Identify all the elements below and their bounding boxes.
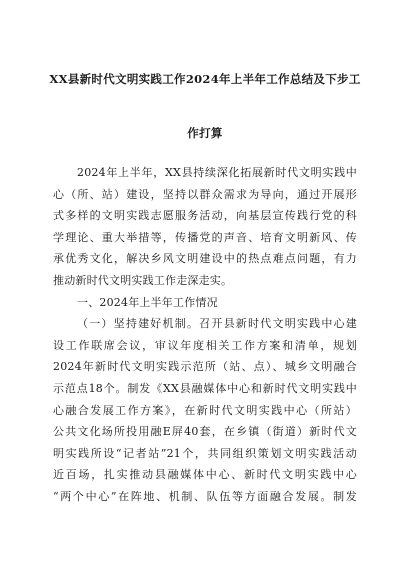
body-line: 示范点18个。制发《XX县融媒体中心和新时代文明实践中 xyxy=(53,381,357,395)
section-heading: 一、2024年上半年工作情况 xyxy=(77,295,218,309)
body-line: 心（所、站）建设，坚持以群众需求为导向，通过开展形 xyxy=(53,187,357,201)
body-line: 学理论、重大举措等，传播党的声音、培育文明新风、传 xyxy=(53,230,357,244)
body-line: 近百场，扎实推动县融媒体中心、新时代文明实践中心 xyxy=(53,468,357,482)
body-line: 心融合发展工作方案》，在新时代文明实践中心（所站） xyxy=(53,403,357,417)
body-line: 式多样的文明实践志愿服务活动，向基层宣传践行党的科 xyxy=(53,209,357,223)
body-line: 2024年新时代文明实践示范所（站、点）、城乡文明融合 xyxy=(53,360,357,374)
body-line: 公共文化场所投用融E屏40套，在乡镇（街道）新时代文 xyxy=(53,425,357,439)
body-line: “两个中心”在阵地、机制、队伍等方面融合发展。制发 xyxy=(53,489,357,503)
document-body xyxy=(53,162,357,508)
body-line: 承优秀文化，解决乡风文明建设中的热点难点问题，有力 xyxy=(53,252,357,266)
body-line: （一）坚持建好机制。召开县新时代文明实践中心建 xyxy=(77,317,357,331)
body-line: 明实践所设“记者站”21个，共同组织策划文明实践活动 xyxy=(53,446,357,460)
document-title-line-2: 作打算 xyxy=(187,126,223,140)
body-line: 推动新时代文明实践工作走深走实。 xyxy=(53,273,233,287)
body-line: 2024年上半年，XX县持续深化拓展新时代文明实践中 xyxy=(77,166,357,179)
document-title-line-1: XX县新时代文明实践工作2024年上半年工作总结及下步工 xyxy=(49,72,361,86)
body-line: 设工作联席会议，审议年度相关工作方案和清单，规划 xyxy=(53,338,357,352)
